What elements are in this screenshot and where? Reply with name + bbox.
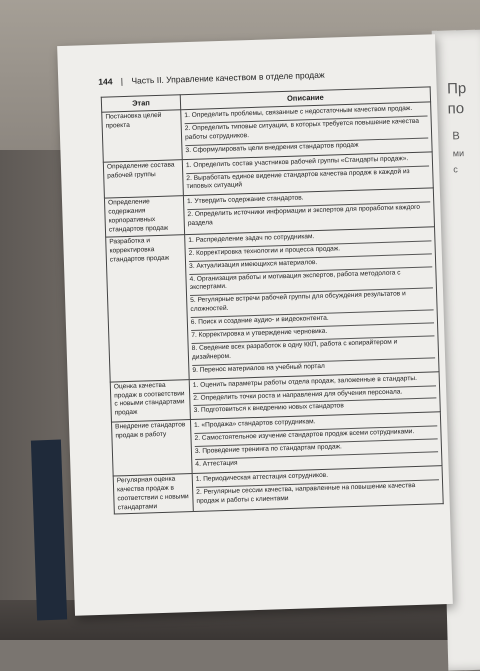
book-page [57,34,453,616]
description-item: 1. Определить состав участников рабочей группы «Стандарты продаж». [186,153,429,174]
description-item: 7. Корректировка и утверждение черновика. [191,323,434,344]
description-item: 1. Распределение задач по сотрудникам. [188,228,431,249]
facing-page-fragment: Пр [446,80,467,98]
description-item: 8. Сведение всех разработок в одну ККП, работа с копирайтером и дизайнером. [192,336,436,365]
description-cell [185,227,439,379]
description-item: 1. Периодическая аттестация сотрудников. [196,467,439,488]
description-item: 1. Определить проблемы, связанные с недостаточным качеством продаж. [184,104,427,125]
description-item: 2. Выработать единое видение стандартов качества продаж в каждой из типовых ситуаций [186,167,410,191]
facing-page-fragment: В [452,130,460,143]
facing-page-fragment: по [447,100,465,118]
header-separator: | [120,76,124,87]
facing-page-fragment: с [453,164,458,175]
description-item: 1. «Продажа» стандартов сотрудникам. [194,414,437,435]
page-number: 144 [98,76,113,87]
description-item: 2. Корректировка технологии и процесса продаж. [189,241,432,262]
description-item: 6. Поиск и создание аудио- и видеоконтента. [191,311,434,332]
description-item: 5. Регулярные встречи рабочей группы для обсуждения результатов и сложностей. [190,289,434,318]
description-item: 2. Определить типовые ситуации, в которых требуется повышение качества работы сотрудников. [185,116,429,145]
description-cell [181,102,432,159]
description-item: 2. Самостоятельное изучение стандартов продаж всеми сотрудниками. [194,426,437,447]
description-item: 3. Подготовиться к внедрению новых стандартов [193,402,344,415]
column-header-description: Описание [180,87,430,110]
stage-cell: Внедрение стандартов продаж в работу [111,420,192,476]
book-cover-edge [31,440,67,621]
stage-cell: Регулярная оценка качества продаж в соответствии с новыми стандартами [113,473,193,514]
description-item: 4. Аттестация [195,459,238,468]
description-item: 3. Сформулировать цели внедрения стандартов продаж [185,141,359,154]
table-row [106,227,439,382]
description-item: 1. Утвердить содержание стандартов. [187,190,430,211]
description-item: 4. Организация работы и мотивация экспертов, работа методолога с экспертами. [189,267,433,296]
column-header-stage: Этап [101,95,180,113]
stage-cell: Оценка качества продаж в соответствии с новыми стандартами продаж [110,379,190,422]
description-item: 1. Оценить параметры работы отдела продаж, заложенные в стандарты. [193,373,436,394]
page-header [98,67,418,87]
description-item: 2. Определить источники информации и экспертов для проработки каждого раздела [187,204,421,228]
stages-table [101,86,444,515]
description-cell [190,412,442,473]
page-header-title: Часть II. Управление качеством в отделе продаж [131,69,325,86]
stage-cell: Постановка целей проекта [102,110,183,162]
description-item: 2. Регулярные сессии качества, направленные на повышение качества продаж и работы с клиентами [196,481,416,505]
description-item: 3. Актуализация имеющихся материалов. [189,254,432,275]
stage-cell: Определение содержания корпоративных стандартов продаж [104,196,184,237]
description-item: 2. Определить точки роста и направления для обучения персонала. [193,386,436,407]
description-item: 3. Проведение тренинга по стандартам продаж. [195,439,438,460]
stage-cell: Разработка и корректировка стандартов продаж [106,235,190,382]
stage-cell: Определение состава рабочей группы [103,159,183,198]
description-item: 9. Перенос материалов на учебный портал [192,362,325,374]
facing-page-fragment: ми [452,148,465,159]
description-cell [192,466,443,512]
